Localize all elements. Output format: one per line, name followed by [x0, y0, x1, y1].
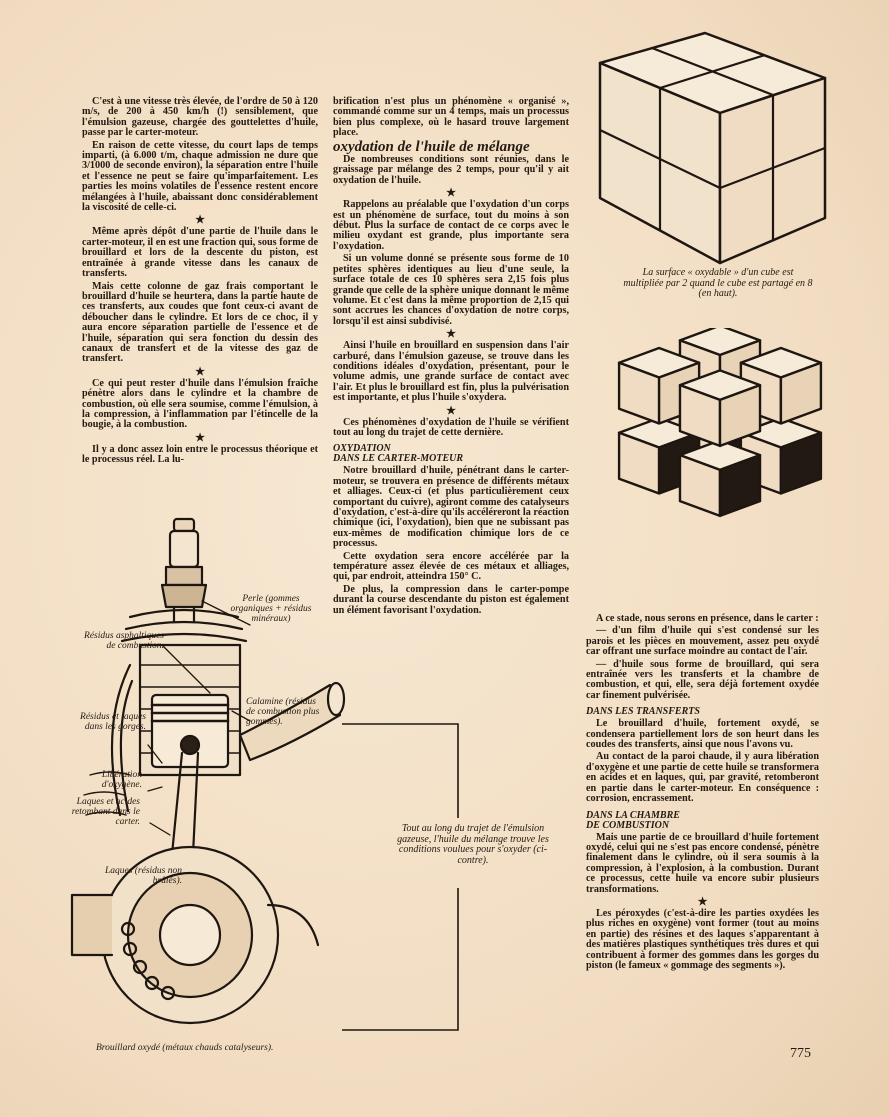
col3-paragraph: Au contact de la paroi chaude, il y aura libération d'oxygène et une partie de cette huile se transformera en acides et en laques, qui, par gravité, retomberont en partie dans le carter-moteur. En conséquence : corrosion, encrassement.: [586, 751, 819, 805]
col2-paragraph: Notre brouillard d'huile, pénétrant dans le carter-moteur, se trouvera en présence de différents métaux et alliages. Ceux-ci (et plus particulièrement ceux comportant du cuivre), agiront comme des catalyseurs d'oxydation, c'est-à-dire qu'ils accéléreront la réaction chimique (ici, l'oxydation), bien que ne subissant pas eux-mêmes de modification chimique lors de ce processus.: [333, 465, 569, 550]
col2-paragraph: Si un volume donné se présente sous forme de 10 petites sphères identiques au lieu d'une seule, la surface totale de ces 10 sphères sera 2,15 fois plus grande que celle de la sphère unique donnant le même volume. Et c'est dans la même proportion de 2,15 qui sont accrues les chances d'oxydation de notre corps, lorsqu'il est ainsi subdivisé.: [333, 253, 569, 327]
col2-paragraph: brification n'est plus un phénomène « organisé », commandé comme sur un 4 temps, mais un processus bien plus complexe, où le hasard trouve largement place.: [333, 96, 569, 139]
col2-paragraph: Cette oxydation sera encore accélérée par la température assez élevée de ces métaux et alliages, qui, par endroit, atteindra 150° C.: [333, 550, 569, 583]
cube-caption: La surface « oxydable » d'un cube est multipliée par 2 quand le cube est partagé en 8 (en haut).: [623, 267, 813, 299]
col3-paragraph: A ce stade, nous serons en présence, dans le carter :: [596, 613, 819, 624]
label-liberation: Libération d'oxygène.: [101, 770, 142, 790]
page-number: 775: [790, 1046, 811, 1061]
subheading-line: DANS LE CARTER-MOTEUR: [333, 453, 464, 465]
col1-paragraph: Mais cette colonne de gaz frais comportant le brouillard d'huile se heurtera, dans la partie haute de ces transferts, aux coudes que font ceux-ci avant de déboucher dans le cylindre. Et lors de ce choc, il y aura encore séparation partielle de l'essence et de l'huile, séparation qui sera fonction du dessin des canaux de transfert et de la vitesse des gaz de transfert.: [82, 280, 318, 365]
star-separator: ★: [697, 895, 708, 908]
star-separator: ★: [195, 365, 205, 378]
subheading-line: OXYDATION: [333, 443, 391, 455]
col1-paragraph: En raison de cette vitesse, du court laps de temps imparti, (à 6.000 t/m, chaque admission ne dure que 3/1000 de seconde environ), la séparation entre l'huile et l'essence ne peut se faire qu'imparfaitement. Les parties les moins volatiles de l'essence restent encore mélangées à l'huile, abaissant donc considérablement la viscosité de celle-ci.: [82, 139, 318, 214]
section-heading: oxydation de l'huile de mélange: [333, 138, 530, 155]
col1-paragraph: C'est à une vitesse très élevée, de l'ordre de 50 à 120 m/s, de 200 à 450 km/h (!) sensiblement, que l'émulsion gazeuse, chargée des gouttelettes d'huile, passe par le carter-moteur.: [82, 96, 318, 139]
star-separator: ★: [195, 214, 205, 227]
col1-paragraph: Ce qui peut rester d'huile dans l'émulsion fraîche pénètre alors dans le cylindre et la chambre de combustion, où elle sera soumise, comme l'émulsion, à la compression, à l'inflammation par l'étincelle de la bougie, à la combustion.: [82, 377, 318, 431]
subheading: [333, 454, 569, 464]
label-calamine: Calamine (résidus de combustion plus gommes).: [246, 697, 320, 727]
star-separator: ★: [446, 187, 456, 200]
small-cube: [680, 370, 760, 445]
bottom-caption: Brouillard oxydé (métaux chauds catalyseurs).: [96, 1043, 274, 1053]
small-cube: [680, 440, 760, 515]
column-3: [586, 614, 819, 973]
label-residus-asphaltiques: Résidus asphaltiques de combustion.: [84, 631, 164, 651]
column-1: [82, 97, 318, 468]
col1-paragraph: Même après dépôt d'une partie de l'huile dans le carter-moteur, il en est une fraction qui, sous forme de brouillard et lors de la descente du piston, est entraînée à grande vitesse dans les canaux de transferts.: [82, 226, 318, 280]
col3-paragraph: — d'un film d'huile qui s'est condensé sur les parois et les pièces en mouvement, assez peu oxydé car offrant une surface moindre au contact de l'air.: [586, 625, 819, 658]
col3-paragraph: Le brouillard d'huile, fortement oxydé, se condensera partiellement lors de son heurt dans les coudes des transferts, ainsi que nous l'avons vu.: [586, 718, 819, 751]
label-residus-laques: Résidus et laques dans les gorges.: [80, 712, 146, 732]
label-laques-acides: Laques et acides retombant dans le carter.: [71, 797, 140, 827]
col2-paragraph: De nombreuses conditions sont réunies, dans le graissage par mélange des 2 temps, pour qu'il y ait oxydation de l'huile.: [333, 154, 569, 186]
col2-paragraph: Rappelons au préalable que l'oxydation d'un corps est un phénomène de surface, tout du moins à son début. Plus la surface de contact de ce corps avec le milieu oxydant est grande, plus importante sera l'oxydation.: [333, 199, 569, 252]
col2-paragraph: Ainsi l'huile en brouillard en suspension dans l'air carburé, dans l'émulsion gazeuse, se trouve dans les conditions idéales d'oxydation, présentant, pour le volume admis, une grande surface de contact avec l'air. Et plus le brouillard est fin, plus la pulvérisation est importante, et plus l'huile s'oxydera.: [333, 340, 569, 404]
star-separator: ★: [446, 328, 456, 341]
col3-paragraph: Mais une partie de ce brouillard d'huile fortement oxydé, celui qui ne s'est pas encore condensé, pénètre finalement dans le cylindre, où il sera soumis à la compression, à l'explosion, à la combustion. Durant ce processus, cette huile va encore subir plusieurs transformations.: [586, 831, 819, 895]
label-laques-residus: Laques (résidus non brûlés).: [104, 866, 182, 886]
col2-paragraph: De plus, la compression dans le carter-pompe durant la course descendante du piston est également un élément favorisant l'oxydation.: [333, 583, 569, 616]
star-separator: ★: [195, 431, 205, 444]
subheading: DANS LES TRANSFERTS: [586, 706, 700, 718]
subheading-line: DANS LA CHAMBRE: [586, 809, 680, 821]
col2-paragraph: Ces phénomènes d'oxydation de l'huile se vérifient tout au long du trajet de cette dernière.: [333, 416, 569, 438]
subheading: [586, 821, 819, 831]
col1-paragraph: Il y a donc assez loin entre le processus théorique et le processus réel. La lu-: [82, 443, 318, 466]
subheading-line: DE COMBUSTION: [586, 819, 670, 831]
col3-paragraph: — d'huile sous forme de brouillard, qui sera entraînée vers les transferts et la chambre de combustion, et qui, elle, sera déjà fortement oxydée car finement pulvérisée.: [586, 658, 819, 701]
exploded-cube-illustration: [590, 328, 850, 600]
star-separator: ★: [446, 404, 456, 417]
whole-cube-illustration: [590, 18, 840, 268]
caption-bracket: [338, 718, 468, 1038]
engine-caption: Tout au long du trajet de l'émulsion gazeuse, l'huile du mélange trouve les conditions voulues pour s'oxyder (ci-contre).: [397, 823, 549, 866]
col3-paragraph: Les péroxydes (c'est-à-dire les parties oxydées les plus riches en oxygène) vont former (tout au moins en partie) des résines et des laques s'apparentant à des matières plastiques synthétiques très dures et qui contribuent à former des gommes dans les gorges du piston (le fameux « gommage des segments »).: [586, 907, 819, 971]
label-perle: Perle (gommes organiques + résidus minéraux): [230, 594, 312, 624]
